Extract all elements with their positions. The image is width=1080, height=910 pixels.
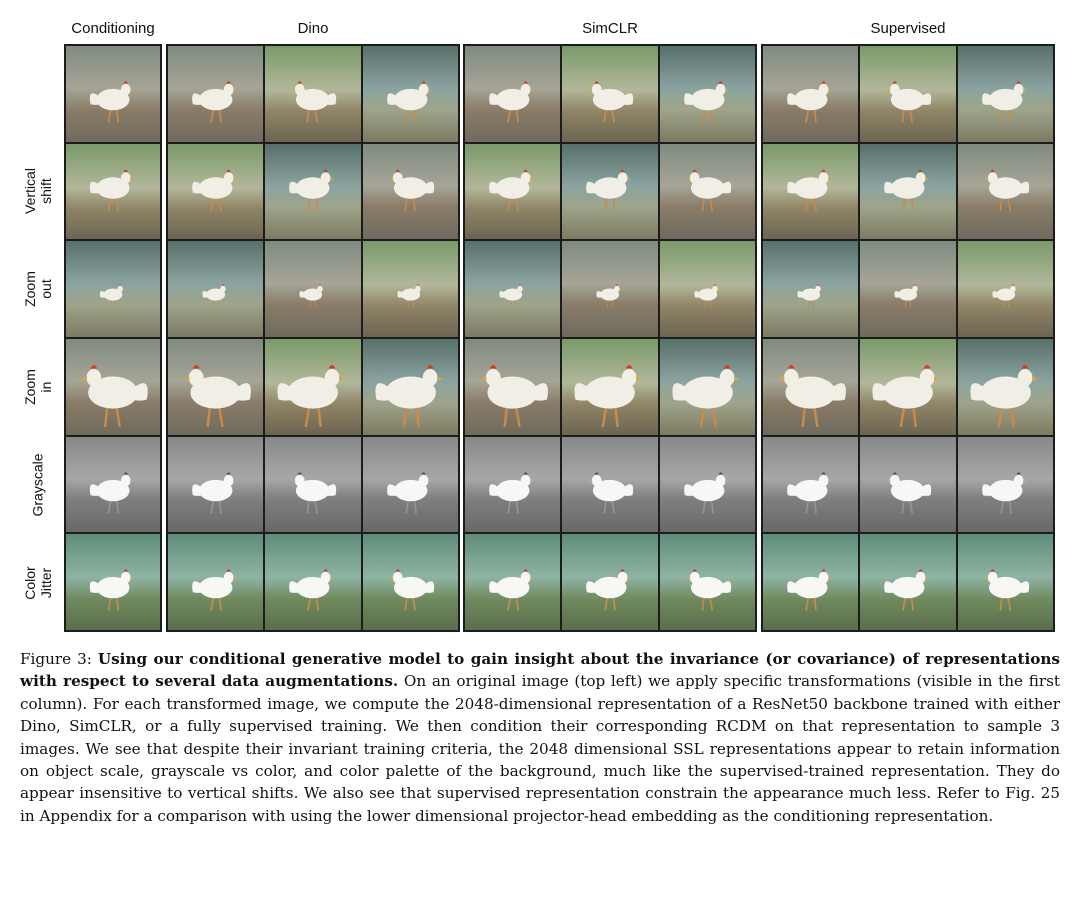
simclr-vertical-shift-image-3 [660, 144, 755, 240]
supervised-zoom-out-image-3 [958, 241, 1053, 337]
simclr-grayscale-image-1 [465, 437, 560, 533]
supervised-zoom-out-image-2 [860, 241, 955, 337]
caption-bold-title: Using our conditional generative model to gain insight about the invariance (or covariance) of representations with respect to several data augmentations. [20, 650, 1060, 691]
row-label-original [18, 44, 58, 142]
supervised-color-jitter-image-1 [763, 534, 858, 630]
dino-zoom-in-image-1 [168, 339, 263, 435]
simclr-zoom-out-image-3 [660, 241, 755, 337]
dino-zoom-in-image-2 [265, 339, 360, 435]
dino-vertical-shift-image-1 [168, 144, 263, 240]
column-header-supervised: Supervised [870, 20, 946, 37]
dino-vertical-shift-image-3 [363, 144, 458, 240]
simclr-vertical-shift-image-1 [465, 144, 560, 240]
column-header-dino: Dino [297, 20, 329, 37]
simclr-vertical-shift-image-2 [562, 144, 657, 240]
conditioning-zoom-out-image-1 [66, 241, 160, 337]
dino-zoom-out-image-2 [265, 241, 360, 337]
column-header-conditioning: Conditioning [71, 20, 155, 37]
dino-color-jitter-image-3 [363, 534, 458, 630]
simclr-zoom-out-image-1 [465, 241, 560, 337]
simclr-zoom-in-image-3 [660, 339, 755, 435]
simclr-zoom-in-image-2 [562, 339, 657, 435]
supervised-zoom-out-image-1 [763, 241, 858, 337]
row-label-vertical-shift: Vertical shift [22, 168, 55, 214]
simclr-color-jitter-image-2 [562, 534, 657, 630]
simclr-original-image-2 [562, 46, 657, 142]
conditioning-grayscale-image-1 [66, 437, 160, 533]
conditioning-vertical-shift-image-1 [66, 144, 160, 240]
conditioning-image-column [64, 44, 162, 632]
figure-caption [20, 648, 1060, 827]
dino-original-image-1 [168, 46, 263, 142]
column-header-simclr: SimCLR [582, 20, 638, 37]
dino-zoom-out-image-3 [363, 241, 458, 337]
supervised-grayscale-image-3 [958, 437, 1053, 533]
row-label-color-jitter: Color Jitter [22, 566, 54, 600]
caption-body: On an original image (top left) we apply specific transformations (visible in the first column). For each transformed image, we compute the 2048-dimensional representation of a ResNet50 backbone trained with either Dino, SimCLR, or a fully supervised training. We then condition their corresponding RCDM on that representation to sample 3 images. We see that despite their invariant training criteria, the 2048 dimensional SSL representations appear to retain information on object scale, grayscale vs color, and color palette of the background, much like the supervised-trained representation. They do appear insensitive to vertical shifts. We also see that supervised representation constrain the appearance much less. Refer to Fig. 25 in Appendix for a comparison with using the lower dimensional projector-head embedding as the conditioning representation. [20, 672, 1060, 825]
dino-grayscale-image-2 [265, 437, 360, 533]
conditioning-zoom-in-image-1 [66, 339, 160, 435]
simclr-original-image-3 [660, 46, 755, 142]
supervised-vertical-shift-image-1 [763, 144, 858, 240]
dino-original-image-3 [363, 46, 458, 142]
dino-color-jitter-image-2 [265, 534, 360, 630]
supervised-original-image-3 [958, 46, 1053, 142]
dino-original-image-2 [265, 46, 360, 142]
supervised-zoom-in-image-2 [860, 339, 955, 435]
conditioning-original-image-1 [66, 46, 160, 142]
row-label-grayscale: Grayscale [30, 453, 46, 517]
supervised-grayscale-image-2 [860, 437, 955, 533]
dino-zoom-out-image-1 [168, 241, 263, 337]
dino-zoom-in-image-3 [363, 339, 458, 435]
supervised-sample-grid [761, 44, 1055, 632]
supervised-vertical-shift-image-2 [860, 144, 955, 240]
dino-color-jitter-image-1 [168, 534, 263, 630]
caption-prefix: Figure 3: [20, 650, 98, 668]
row-label-zoom-in: Zoom in [22, 369, 54, 405]
dino-grayscale-image-3 [363, 437, 458, 533]
supervised-color-jitter-image-2 [860, 534, 955, 630]
supervised-original-image-1 [763, 46, 858, 142]
supervised-color-jitter-image-3 [958, 534, 1053, 630]
simclr-grayscale-image-3 [660, 437, 755, 533]
simclr-sample-grid [463, 44, 757, 632]
dino-sample-grid [166, 44, 460, 632]
supervised-grayscale-image-1 [763, 437, 858, 533]
simclr-grayscale-image-2 [562, 437, 657, 533]
conditioning-color-jitter-image-1 [66, 534, 160, 630]
simclr-zoom-out-image-2 [562, 241, 657, 337]
simclr-color-jitter-image-3 [660, 534, 755, 630]
row-label-zoom-out: Zoom out [22, 271, 54, 307]
supervised-zoom-in-image-1 [763, 339, 858, 435]
simclr-original-image-1 [465, 46, 560, 142]
simclr-color-jitter-image-1 [465, 534, 560, 630]
dino-grayscale-image-1 [168, 437, 263, 533]
supervised-zoom-in-image-3 [958, 339, 1053, 435]
supervised-vertical-shift-image-3 [958, 144, 1053, 240]
dino-vertical-shift-image-2 [265, 144, 360, 240]
supervised-original-image-2 [860, 46, 955, 142]
simclr-zoom-in-image-1 [465, 339, 560, 435]
